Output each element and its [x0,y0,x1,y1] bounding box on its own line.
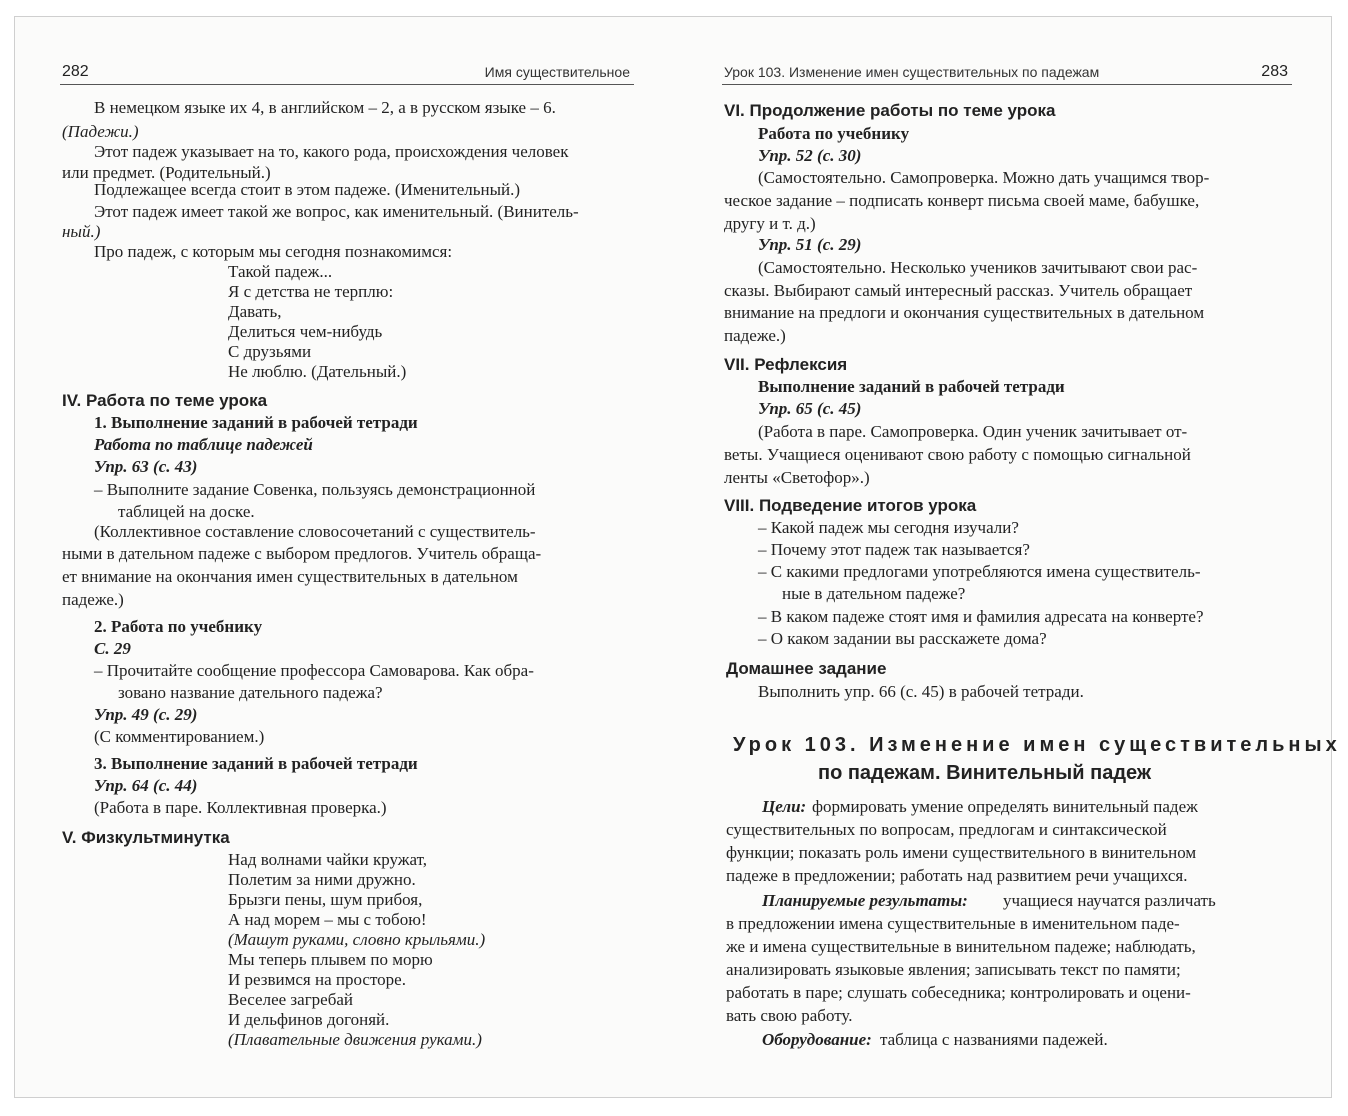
right-text-line-10: падеже.) [724,326,786,345]
left-text-line-1: (Падежи.) [62,122,139,141]
right-text-line-21: ные в дательном падеже? [782,584,966,603]
left-text-line-39: Мы теперь плывем по морю [228,950,433,969]
right-exercise-ref-13: Упр. 65 (с. 45) [758,399,862,418]
left-exercise-ref-28: Упр. 49 (с. 29) [94,705,198,724]
left-section-heading-14: IV. Работа по теме урока [62,391,268,410]
left-text-line-10: Давать, [228,302,282,321]
left-text-line-23: падеже.) [62,590,124,609]
right-text-line-30: существительных по вопросам, предлогам и синтаксической [726,820,1167,839]
right-text-line-32: падеже в предложении; работать над развитием речи учащихся. [726,866,1188,885]
right-subheading-1: Работа по учебнику [758,124,910,143]
left-text-line-19: таблицей на доске. [118,502,255,521]
right-text-line-34: учащиеся научатся различать [1003,891,1216,910]
left-text-line-43: (Плавательные движения руками.) [228,1030,482,1049]
left-text-line-0: В немецком языке их 4, в английском – 2, а в русском языке – 6. [94,98,556,117]
left-text-line-38: (Машут руками, словно крыльями.) [228,930,486,949]
left-text-line-35: Полетим за ними дружно. [228,870,416,889]
left-text-line-3: или предмет. (Родительный.) [62,163,271,182]
lesson-title-line-27: по падежам. Винительный падеж [818,762,1152,784]
left-text-line-20: (Коллективное составление словосочетаний с существитель- [94,522,536,541]
left-subheading-30: 3. Выполнение заданий в рабочей тетради [94,754,418,773]
left-text-line-36: Брызги пены, шум прибоя, [228,890,423,909]
left-text-line-27: зовано название дательного падежа? [118,683,383,702]
right-section-heading-17: VIII. Подведение итогов урока [724,496,977,515]
right-text-line-31: функции; показать роль имени существительного в винительном [726,843,1197,862]
right-subheading-12: Выполнение заданий в рабочей тетради [758,377,1065,396]
right-text-line-37: анализировать языковые явления; записывать текст по памяти; [726,960,1181,979]
right-exercise-ref-33: Планируемые результаты: [762,891,968,910]
left-text-line-22: ет внимание на окончания имен существительных в дательном [62,567,518,586]
right-text-line-8: сказы. Выбирают самый интересный рассказ. Учитель обращает [724,281,1193,300]
left-page-header [60,56,634,85]
left-text-line-18: – Выполните задание Совенка, пользуясь демонстрационной [94,480,536,499]
right-text-line-19: – Почему этот падеж так называется? [758,540,1030,559]
left-text-line-13: Не люблю. (Дательный.) [228,362,407,381]
left-exercise-ref-25: С. 29 [94,639,131,658]
left-text-line-9: Я с детства не терплю: [228,282,394,301]
right-text-line-3: (Самостоятельно. Самопроверка. Можно дать учащимся твор- [758,168,1210,187]
right-text-line-25: Выполнить упр. 66 (с. 45) в рабочей тетради. [758,682,1084,701]
left-text-line-26: – Прочитайте сообщение профессора Самоварова. Как обра- [94,661,534,680]
right-running-title: Урок 103. Изменение имен существительных по падежам [724,64,1100,80]
left-text-line-11: Делиться чем-нибудь [228,322,383,341]
left-text-line-41: Веселее загребай [228,990,354,1009]
right-text-line-4: ческое задание – подписать конверт письма своей маме, бабушке, [724,191,1200,210]
right-text-line-22: – В каком падеже стоят имя и фамилия адресата на конверте? [758,607,1204,626]
left-text-line-8: Такой падеж... [228,262,333,281]
left-exercise-ref-17: Упр. 63 (с. 43) [94,457,198,476]
right-text-line-16: ленты «Светофор».) [724,468,870,487]
right-section-heading-11: VII. Рефлексия [724,355,848,374]
left-subheading-15: 1. Выполнение заданий в рабочей тетради [94,413,418,432]
right-text-line-36: же и имена существительные в винительном падеже; наблюдать, [726,937,1196,956]
left-text-line-32: (Работа в паре. Коллективная проверка.) [94,798,387,817]
right-text-line-15: веты. Учащиеся оценивают свою работу с помощью сигнальной [724,445,1191,464]
right-exercise-ref-28: Цели: [762,797,807,816]
left-text-line-34: Над волнами чайки кружат, [228,850,428,869]
left-section-heading-33: V. Физкультминутка [62,828,230,847]
right-text-line-29: формировать умение определять винительный падеж [812,797,1198,816]
right-text-line-5: другу и т. д.) [724,214,816,233]
left-exercise-ref-31: Упр. 64 (с. 44) [94,776,198,795]
right-text-line-39: вать свою работу. [726,1006,853,1025]
left-page-number: 282 [62,63,89,80]
right-text-line-20: – С какими предлогами употребляются имена существитель- [758,562,1201,581]
right-section-heading-0: VI. Продолжение работы по теме урока [724,101,1056,120]
left-text-line-42: И дельфинов догоняй. [228,1010,390,1029]
right-text-line-23: – О каком задании вы расскажете дома? [758,629,1047,648]
lesson-title-line-26: Урок 103. Изменение имен существительных [733,734,1341,756]
left-text-line-12: С друзьями [228,342,312,361]
right-text-line-7: (Самостоятельно. Несколько учеников зачитывают свои рас- [758,258,1198,277]
right-section-heading-24: Домашнее задание [726,659,887,678]
left-text-line-2: Этот падеж указывает на то, какого рода, происхождения человек [94,142,569,161]
left-text-line-7: Про падеж, с которым мы сегодня познакомимся: [94,242,453,261]
left-text-line-21: ными в дательном падеже с выбором предлогов. Учитель обраща- [62,544,542,563]
right-text-line-14: (Работа в паре. Самопроверка. Один ученик зачитывает от- [758,422,1188,441]
right-exercise-ref-40: Оборудование: [762,1030,872,1049]
left-subheading-24: 2. Работа по учебнику [94,617,263,636]
right-page-header [722,56,1292,85]
right-text-line-35: в предложении имена существительные в именительном паде- [726,914,1180,933]
right-text-line-38: работать в паре; слушать собеседника; контролировать и оцени- [726,983,1191,1002]
right-text-line-9: внимание на предлоги и окончания существительных в дательном [724,303,1205,322]
left-exercise-ref-16: Работа по таблице падежей [94,435,313,454]
right-text-line-41: таблица с названиями падежей. [880,1030,1108,1049]
left-text-line-40: И резвимся на просторе. [228,970,406,989]
right-exercise-ref-6: Упр. 51 (с. 29) [758,235,862,254]
left-text-line-6: ный.) [62,222,101,241]
left-text-line-29: (С комментированием.) [94,727,265,746]
left-text-line-5: Этот падеж имеет такой же вопрос, как именительный. (Винитель- [94,202,579,221]
right-text-line-18: – Какой падеж мы сегодня изучали? [758,518,1019,537]
left-text-line-37: А над морем – мы с тобою! [228,910,427,929]
left-running-title: Имя существительное [484,64,630,80]
right-page-number: 283 [1261,63,1288,80]
right-exercise-ref-2: Упр. 52 (с. 30) [758,146,862,165]
left-text-line-4: Подлежащее всегда стоит в этом падеже. (Именительный.) [94,180,521,199]
